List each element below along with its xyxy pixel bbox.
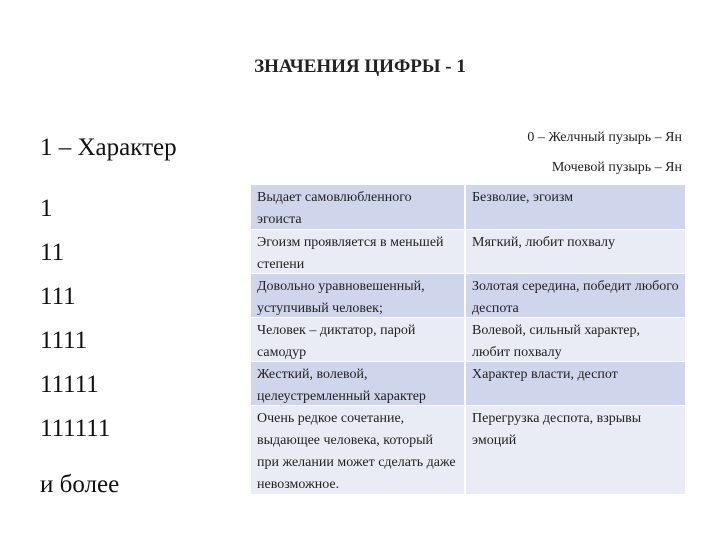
digit-label: 111111 [40,415,111,442]
table-cell-summary: Характер власти, деспот [466,361,685,405]
table-cell-description: Довольно уравновешенный, уступчивый человек; [251,273,466,317]
digit-label: 1111 [40,327,88,354]
digit-label-more: и более [40,471,120,498]
table-cell-summary: Безволие, эгоизм [466,185,685,229]
table-cell-summary: Волевой, сильный характер, любит похвалу [466,317,685,361]
table-cell-description: Человек – диктатор, парой самодур [251,317,466,361]
digit-label: 1 [40,195,53,222]
section-heading: 1 – Характер [40,134,177,161]
organ-note-line2: Мочевой пузырь – Ян [551,160,682,175]
digit-label: 111 [40,283,76,310]
table-cell-summary: Мягкий, любит похвалу [466,229,685,273]
digit-column [40,187,250,511]
table-cell-summary: Золотая середина, победит любого деспота [466,273,685,317]
table-cell-description: Жесткий, волевой, целеустремленный характер [251,361,466,405]
meaning-table [251,185,685,494]
table-cell-summary: Перегрузка деспота, взрывы эмоций [466,405,685,494]
table-cell-description: Выдает самовлюбленного эгоиста [251,185,466,229]
table-cell-description: Эгоизм проявляется в меньшей степени [251,229,466,273]
slide-title: ЗНАЧЕНИЯ ЦИФРЫ - 1 [254,56,466,77]
digit-label: 11111 [40,371,99,398]
organ-note-line1: 0 – Желчный пузырь – Ян [527,130,682,145]
digit-label: 11 [40,239,65,266]
table-cell-description: Очень редкое сочетание, выдающее человека, который при желании может сделать даже невозможное. [251,405,466,494]
